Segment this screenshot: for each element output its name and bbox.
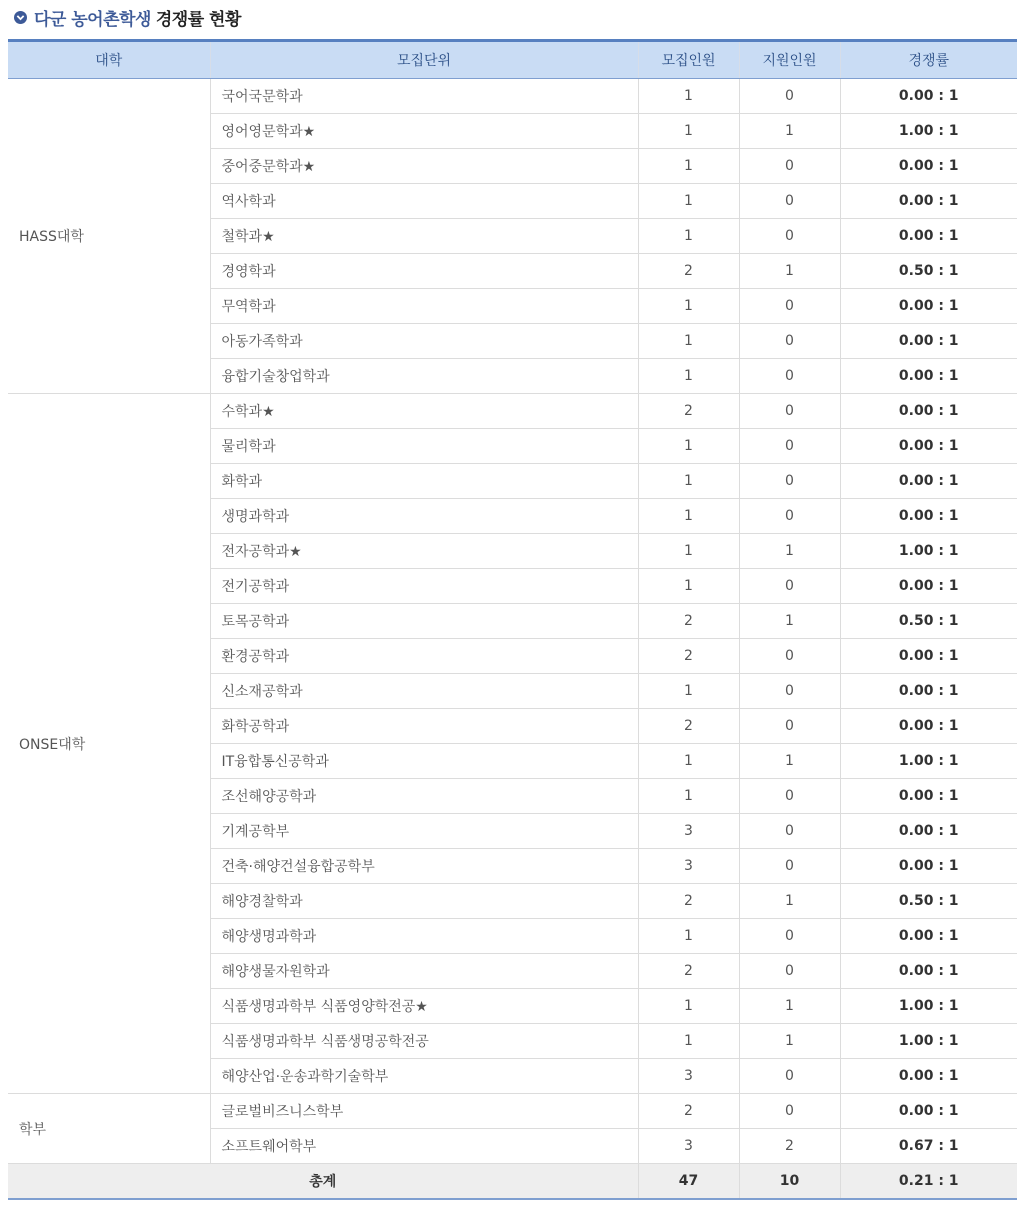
rate-cell: 0.00 : 1	[840, 394, 1017, 429]
total-applicants: 10	[739, 1164, 840, 1199]
applicants-cell: 0	[739, 954, 840, 989]
check-circle-icon	[14, 11, 27, 24]
unit-cell: 철학과★	[210, 219, 638, 254]
applicants-cell: 0	[739, 919, 840, 954]
rate-cell: 0.00 : 1	[840, 184, 1017, 219]
rate-cell: 0.50 : 1	[840, 604, 1017, 639]
quota-cell: 2	[638, 254, 739, 289]
college-cell: 학부	[8, 1094, 210, 1164]
applicants-cell: 0	[739, 499, 840, 534]
total-label: 총계	[8, 1164, 638, 1199]
applicants-cell: 0	[739, 674, 840, 709]
rate-cell: 0.00 : 1	[840, 499, 1017, 534]
page-title	[14, 4, 241, 30]
unit-cell: 해양경찰학과	[210, 884, 638, 919]
total-quota: 47	[638, 1164, 739, 1199]
header-applicants: 지원인원	[739, 41, 840, 79]
rate-cell: 0.00 : 1	[840, 324, 1017, 359]
unit-cell: 물리학과	[210, 429, 638, 464]
quota-cell: 3	[638, 849, 739, 884]
college-cell: HASS대학	[8, 79, 210, 394]
applicants-cell: 1	[739, 744, 840, 779]
applicants-cell: 0	[739, 324, 840, 359]
applicants-cell: 1	[739, 114, 840, 149]
header-unit: 모집단위	[210, 41, 638, 79]
college-cell: ONSE대학	[8, 394, 210, 1094]
quota-cell: 2	[638, 954, 739, 989]
quota-cell: 1	[638, 989, 739, 1024]
competition-rate-table	[8, 39, 1017, 1200]
rate-cell: 0.00 : 1	[840, 954, 1017, 989]
rate-cell: 1.00 : 1	[840, 989, 1017, 1024]
unit-cell: 해양생물자원학과	[210, 954, 638, 989]
quota-cell: 1	[638, 429, 739, 464]
rate-cell: 0.00 : 1	[840, 1094, 1017, 1129]
quota-cell: 1	[638, 674, 739, 709]
rate-cell: 0.00 : 1	[840, 849, 1017, 884]
rate-cell: 0.00 : 1	[840, 289, 1017, 324]
quota-cell: 1	[638, 79, 739, 114]
unit-cell: 조선해양공학과	[210, 779, 638, 814]
unit-cell: 환경공학과	[210, 639, 638, 674]
applicants-cell: 1	[739, 884, 840, 919]
quota-cell: 2	[638, 639, 739, 674]
unit-cell: 건축·해양건설융합공학부	[210, 849, 638, 884]
rate-cell: 0.00 : 1	[840, 919, 1017, 954]
applicants-cell: 0	[739, 464, 840, 499]
applicants-cell: 0	[739, 394, 840, 429]
quota-cell: 1	[638, 464, 739, 499]
applicants-cell: 1	[739, 254, 840, 289]
quota-cell: 2	[638, 604, 739, 639]
rate-cell: 0.00 : 1	[840, 814, 1017, 849]
quota-cell: 3	[638, 814, 739, 849]
unit-cell: 역사학과	[210, 184, 638, 219]
applicants-cell: 1	[739, 604, 840, 639]
total-rate: 0.21 : 1	[840, 1164, 1017, 1199]
quota-cell: 3	[638, 1059, 739, 1094]
quota-cell: 1	[638, 114, 739, 149]
applicants-cell: 0	[739, 639, 840, 674]
header-college: 대학	[8, 41, 210, 79]
unit-cell: 무역학과	[210, 289, 638, 324]
unit-cell: 소프트웨어학부	[210, 1129, 638, 1164]
applicants-cell: 1	[739, 989, 840, 1024]
unit-cell: 중어중문학과★	[210, 149, 638, 184]
unit-cell: 수학과★	[210, 394, 638, 429]
rate-cell: 0.00 : 1	[840, 569, 1017, 604]
unit-cell: 식품생명과학부 식품영양학전공★	[210, 989, 638, 1024]
applicants-cell: 0	[739, 219, 840, 254]
header-quota: 모집인원	[638, 41, 739, 79]
unit-cell: 글로벌비즈니스학부	[210, 1094, 638, 1129]
rate-cell: 0.00 : 1	[840, 219, 1017, 254]
unit-cell: 해양생명과학과	[210, 919, 638, 954]
rate-cell: 0.00 : 1	[840, 79, 1017, 114]
rate-cell: 0.67 : 1	[840, 1129, 1017, 1164]
rate-cell: 0.50 : 1	[840, 884, 1017, 919]
quota-cell: 1	[638, 919, 739, 954]
quota-cell: 2	[638, 709, 739, 744]
quota-cell: 3	[638, 1129, 739, 1164]
quota-cell: 2	[638, 1094, 739, 1129]
rate-cell: 0.00 : 1	[840, 359, 1017, 394]
unit-cell: 해양산업·운송과학기술학부	[210, 1059, 638, 1094]
unit-cell: 토목공학과	[210, 604, 638, 639]
table-body	[8, 79, 1017, 1164]
unit-cell: 전자공학과★	[210, 534, 638, 569]
unit-cell: 전기공학과	[210, 569, 638, 604]
header-rate: 경쟁률	[840, 41, 1017, 79]
quota-cell: 1	[638, 499, 739, 534]
applicants-cell: 1	[739, 1024, 840, 1059]
quota-cell: 1	[638, 324, 739, 359]
rate-cell: 0.00 : 1	[840, 429, 1017, 464]
title-highlight: 다군 농어촌학생	[34, 9, 151, 30]
unit-cell: 경영학과	[210, 254, 638, 289]
rate-cell: 1.00 : 1	[840, 1024, 1017, 1059]
quota-cell: 1	[638, 289, 739, 324]
applicants-cell: 1	[739, 534, 840, 569]
applicants-cell: 0	[739, 709, 840, 744]
title-rest: 경쟁률 현황	[155, 9, 241, 30]
unit-cell: 생명과학과	[210, 499, 638, 534]
applicants-cell: 0	[739, 1094, 840, 1129]
unit-cell: 기계공학부	[210, 814, 638, 849]
unit-cell: 영어영문학과★	[210, 114, 638, 149]
table-row	[8, 394, 1017, 429]
quota-cell: 1	[638, 779, 739, 814]
applicants-cell: 0	[739, 184, 840, 219]
table-header-row	[8, 41, 1017, 79]
applicants-cell: 0	[739, 849, 840, 884]
quota-cell: 1	[638, 569, 739, 604]
applicants-cell: 0	[739, 814, 840, 849]
unit-cell: IT융합통신공학과	[210, 744, 638, 779]
quota-cell: 1	[638, 219, 739, 254]
rate-cell: 0.00 : 1	[840, 149, 1017, 184]
rate-cell: 0.50 : 1	[840, 254, 1017, 289]
quota-cell: 1	[638, 149, 739, 184]
rate-cell: 0.00 : 1	[840, 464, 1017, 499]
unit-cell: 화학과	[210, 464, 638, 499]
rate-cell: 1.00 : 1	[840, 534, 1017, 569]
rate-cell: 0.00 : 1	[840, 1059, 1017, 1094]
rate-cell: 0.00 : 1	[840, 709, 1017, 744]
total-row	[8, 1164, 1017, 1199]
quota-cell: 1	[638, 184, 739, 219]
quota-cell: 1	[638, 1024, 739, 1059]
rate-cell: 0.00 : 1	[840, 779, 1017, 814]
applicants-cell: 2	[739, 1129, 840, 1164]
quota-cell: 1	[638, 534, 739, 569]
unit-cell: 화학공학과	[210, 709, 638, 744]
quota-cell: 1	[638, 359, 739, 394]
unit-cell: 국어국문학과	[210, 79, 638, 114]
quota-cell: 2	[638, 884, 739, 919]
rate-cell: 0.00 : 1	[840, 639, 1017, 674]
rate-cell: 0.00 : 1	[840, 674, 1017, 709]
unit-cell: 융합기술창업학과	[210, 359, 638, 394]
applicants-cell: 0	[739, 359, 840, 394]
unit-cell: 아동가족학과	[210, 324, 638, 359]
applicants-cell: 0	[739, 1059, 840, 1094]
applicants-cell: 0	[739, 79, 840, 114]
rate-cell: 1.00 : 1	[840, 744, 1017, 779]
applicants-cell: 0	[739, 429, 840, 464]
applicants-cell: 0	[739, 289, 840, 324]
quota-cell: 1	[638, 744, 739, 779]
rate-cell: 1.00 : 1	[840, 114, 1017, 149]
table-row	[8, 79, 1017, 114]
applicants-cell: 0	[739, 779, 840, 814]
quota-cell: 2	[638, 394, 739, 429]
table-row	[8, 1094, 1017, 1129]
applicants-cell: 0	[739, 149, 840, 184]
unit-cell: 식품생명과학부 식품생명공학전공	[210, 1024, 638, 1059]
unit-cell: 신소재공학과	[210, 674, 638, 709]
applicants-cell: 0	[739, 569, 840, 604]
